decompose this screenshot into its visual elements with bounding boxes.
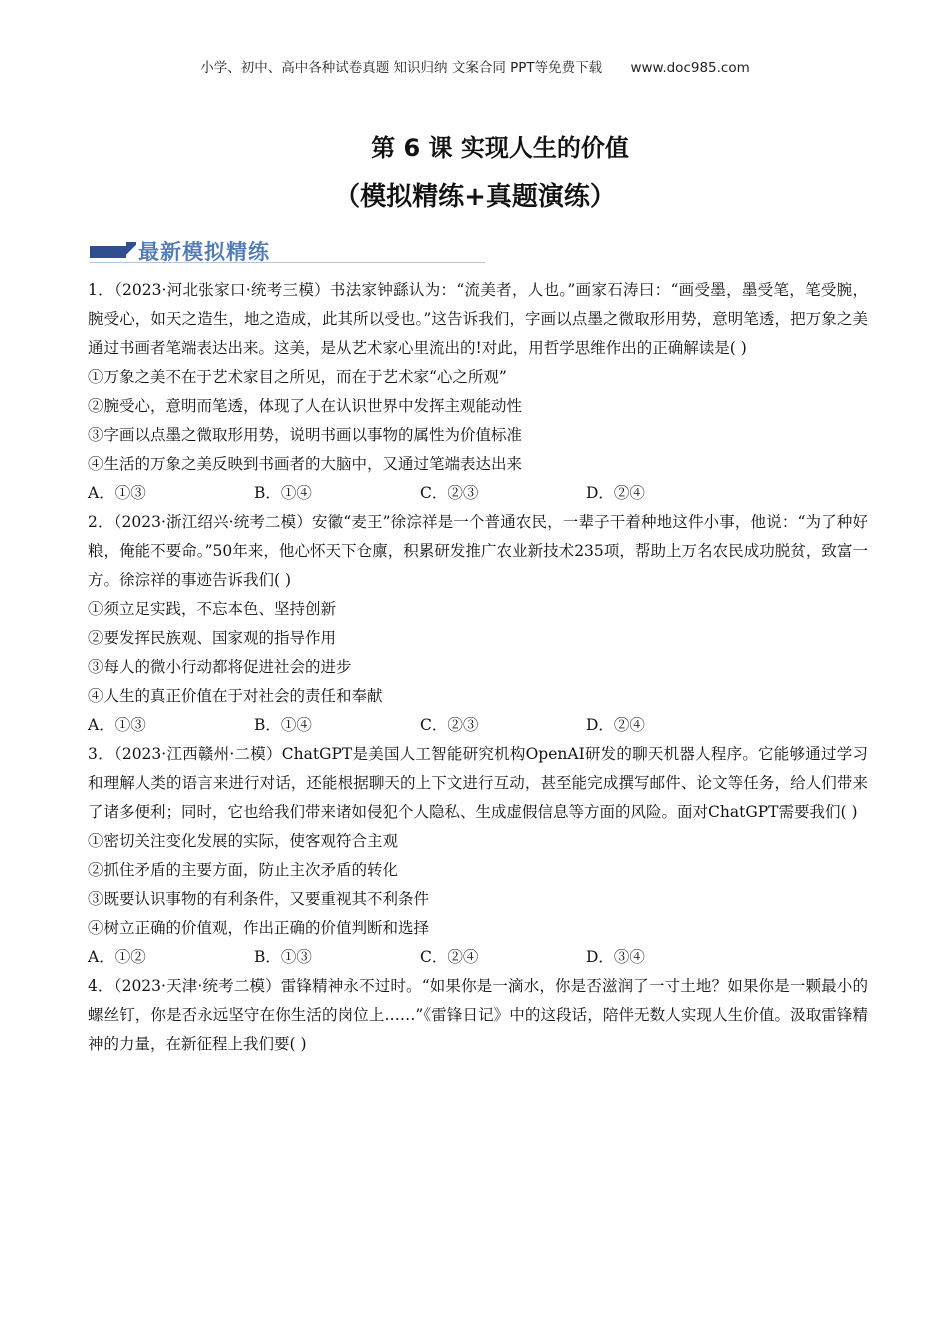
header-website-link[interactable]: www.doc985.com: [630, 60, 750, 76]
question-option: ④树立正确的价值观，作出正确的价值判断和选择: [88, 919, 430, 937]
page-header: [0, 56, 950, 76]
page-subtitle: （模拟精练+真题演练）: [334, 182, 616, 212]
answer-choices: [88, 943, 868, 972]
choice-a[interactable]: A．①③: [88, 716, 146, 734]
choice-a[interactable]: A．①③: [88, 484, 146, 502]
choice-c[interactable]: C．②③: [420, 484, 479, 502]
choice-c[interactable]: C．②③: [420, 716, 479, 734]
question-stem: 1．（2023·河北张家口·统考三模）书法家钟繇认为：“流美者，人也。”画家石涛曰：“画受墨，墨受笔，笔受腕，腕受心，如天之造生，地之造成，此其所以受也。”这告诉我们，字画以点墨之微取形用势，意明笔透，把万象之美通过书画者笔端表达出来。这美，是从艺术家心里流出的!对此，用哲学思维作出的正确解读是( ): [88, 281, 868, 357]
section-label: 最新模拟精练: [138, 240, 270, 264]
question-option: ③每人的微小行动都将促进社会的进步: [88, 658, 352, 676]
page-title: 第 6 课 实现人生的价值: [371, 134, 629, 162]
question-stem: 2．（2023·浙江绍兴·统考二模）安徽“麦王”徐淙祥是一个普通农民，一辈子干着种地这件小事，他说：“为了种好粮，俺能不要命。”50年来，他心怀天下仓廪，积累研发推广农业新技术235项，帮助上万名农民成功脱贫，致富一方。徐淙祥的事迹告诉我们( ): [88, 513, 868, 589]
choice-d[interactable]: D．②④: [586, 716, 645, 734]
choice-b[interactable]: B．①③: [254, 948, 312, 966]
question-option: ④生活的万象之美反映到书画者的大脑中，又通过笔端表达出来: [88, 455, 523, 473]
question-list: [88, 276, 868, 1059]
choice-d[interactable]: D．③④: [586, 948, 645, 966]
question-option: ③既要认识事物的有利条件，又要重视其不利条件: [88, 890, 430, 908]
header-tagline: 小学、初中、高中各种试卷真题 知识归纳 文案合同 PPT等免费下载: [200, 60, 603, 76]
choice-c[interactable]: C．②④: [420, 948, 479, 966]
question-option: ②要发挥民族观、国家观的指导作用: [88, 629, 337, 647]
choice-d[interactable]: D．②④: [586, 484, 645, 502]
question-stem: 3．（2023·江西赣州·二模）ChatGPT是美国人工智能研究机构OpenAI研发的聊天机器人程序。它能够通过学习和理解人类的语言来进行对话，还能根据聊天的上下文进行互动，甚至能完成撰写邮件、论文等任务，给人们带来了诸多便利；同时，它也给我们带来诸如侵犯个人隐私、生成虚假信息等方面的风险。面对ChatGPT需要我们( ): [88, 745, 868, 821]
answer-choices: [88, 479, 868, 508]
question-option: ②腕受心，意明而笔透，体现了人在认识世界中发挥主观能动性: [88, 397, 523, 415]
question-3: [88, 740, 868, 972]
banner-slant-icon: [126, 242, 136, 258]
question-option: ①万象之美不在于艺术家目之所见，而在于艺术家“心之所观”: [88, 368, 507, 386]
answer-choices: [88, 711, 868, 740]
question-option: ④人生的真正价值在于对社会的责任和奉献: [88, 687, 383, 705]
question-option: ②抓住矛盾的主要方面，防止主次矛盾的转化: [88, 861, 399, 879]
section-banner: [90, 236, 485, 263]
choice-b[interactable]: B．①④: [254, 716, 312, 734]
choice-b[interactable]: B．①④: [254, 484, 312, 502]
question-4: [88, 972, 868, 1059]
question-stem: 4．（2023·天津·统考二模）雷锋精神永不过时。“如果你是一滴水，你是否滋润了一寸土地？如果你是一颗最小的螺丝钉，你是否永远坚守在你生活的岗位上……”《雷锋日记》中的这段话，陪伴无数人实现人生价值。汲取雷锋精神的力量，在新征程上我们要( ): [88, 977, 868, 1053]
question-option: ③字画以点墨之微取形用势，说明书画以事物的属性为价值标准: [88, 426, 523, 444]
question-option: ①须立足实践，不忘本色、坚持创新: [88, 600, 337, 618]
question-2: [88, 508, 868, 740]
question-1: [88, 276, 868, 508]
choice-a[interactable]: A．①②: [88, 948, 146, 966]
question-option: ①密切关注变化发展的实际，使客观符合主观: [88, 832, 399, 850]
banner-bar-icon: [90, 246, 126, 258]
